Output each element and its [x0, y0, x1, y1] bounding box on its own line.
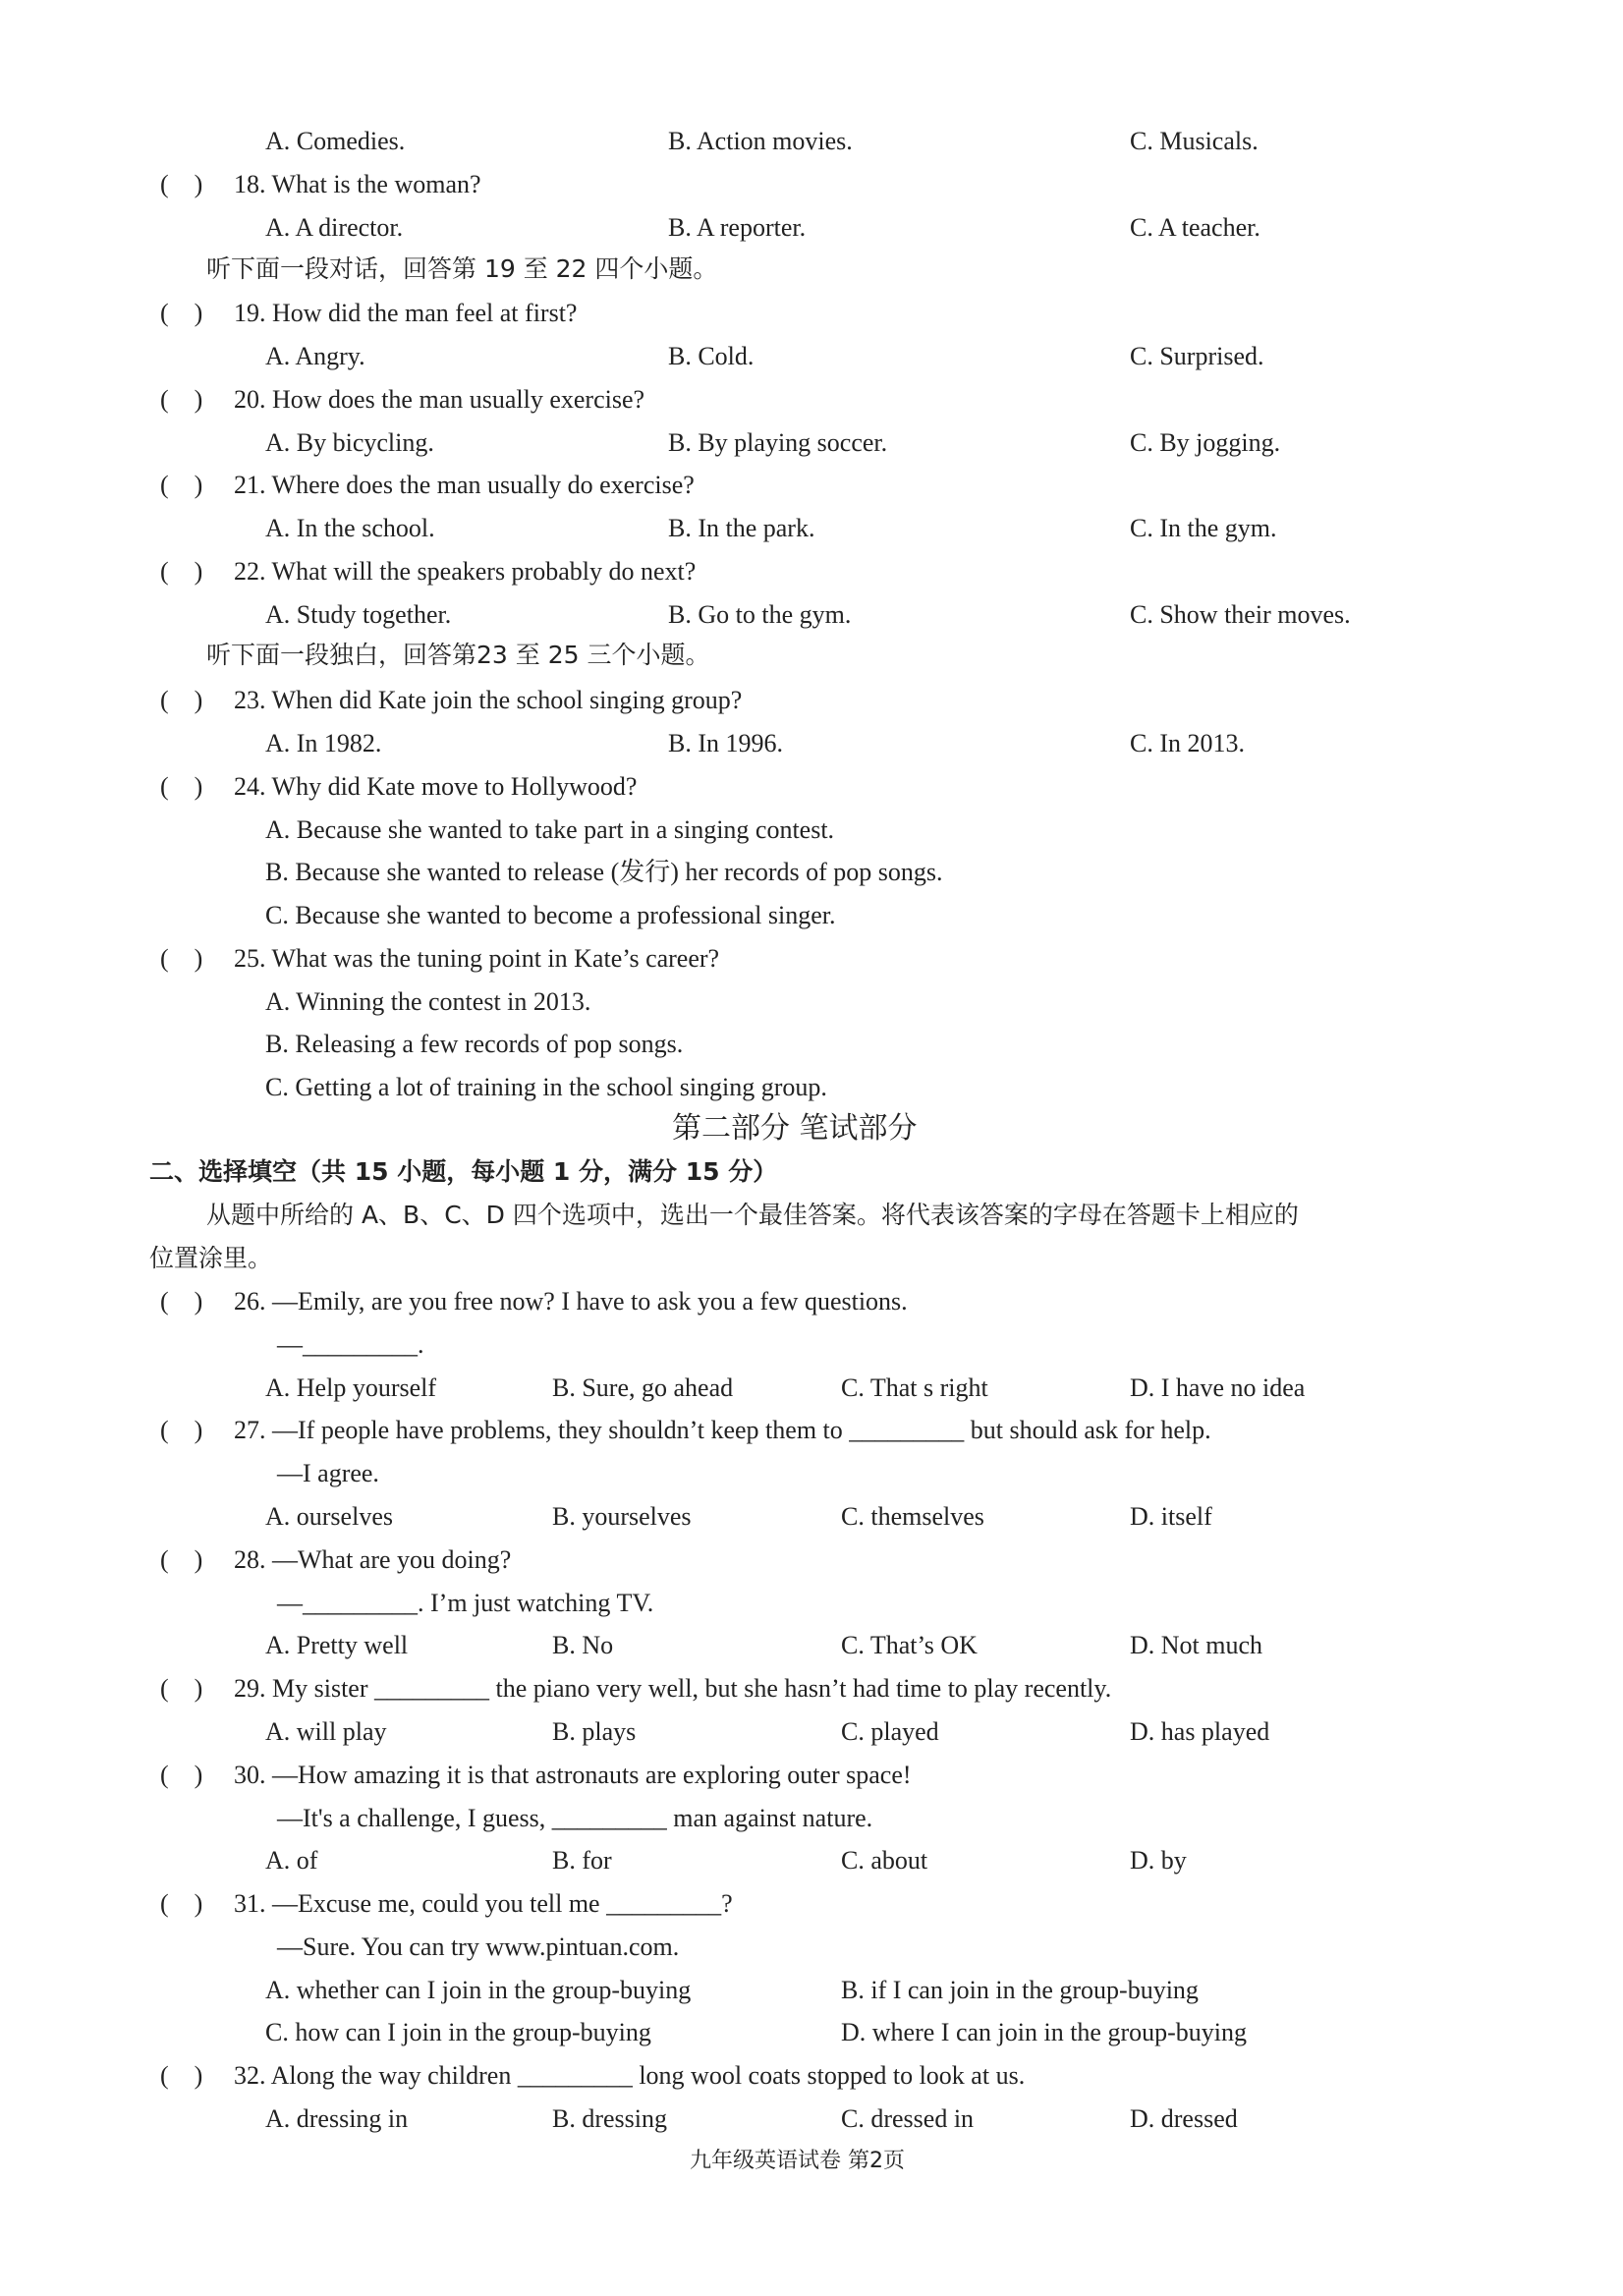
q19-answer-blank[interactable]: ( ) — [160, 299, 203, 327]
q20-option-c: C. By jogging. — [1130, 428, 1281, 457]
q27-question: 27. —If people have problems, they shouldn’t keep them to _________ but should ask for help. — [234, 1416, 1211, 1444]
q32-option-a: A. dressing in — [265, 2104, 409, 2133]
q32-option-d: D. dressed — [1130, 2104, 1238, 2133]
q23-option-b: B. In 1996. — [668, 729, 783, 757]
q24-answer-blank[interactable]: ( ) — [160, 772, 203, 801]
q18-option-a: A. A director. — [265, 213, 404, 242]
q21-option-b: B. In the park. — [668, 514, 815, 542]
q26-option-c: C. That s right — [841, 1373, 988, 1402]
q31-option-a: A. whether can I join in the group-buying — [265, 1976, 692, 2004]
q27-answer-blank[interactable]: ( ) — [160, 1416, 203, 1444]
q30-question: 30. —How amazing it is that astronauts are exploring outer space! — [234, 1761, 912, 1789]
q26-answer-blank[interactable]: ( ) — [160, 1287, 203, 1316]
q28-option-d: D. Not much — [1130, 1631, 1263, 1659]
q31-question: 31. —Excuse me, could you tell me _________? — [234, 1889, 733, 1918]
section-two-instruction-line1: 从题中所给的 A、B、C、D 四个选项中，选出一个最佳答案。将代表该答案的字母在答题卡上相应的 — [206, 1201, 1299, 1229]
q19-option-a: A. Angry. — [265, 342, 365, 370]
q26-option-b: B. Sure, go ahead — [552, 1373, 734, 1402]
q23-answer-blank[interactable]: ( ) — [160, 686, 203, 714]
q23-option-c: C. In 2013. — [1130, 729, 1245, 757]
q21-answer-blank[interactable]: ( ) — [160, 471, 203, 499]
q28-question: 28. —What are you doing? — [234, 1545, 512, 1574]
q18-option-b: B. A reporter. — [668, 213, 807, 242]
q24-question: 24. Why did Kate move to Hollywood? — [234, 772, 638, 801]
q20-answer-blank[interactable]: ( ) — [160, 385, 203, 414]
q26-option-d: D. I have no idea — [1130, 1373, 1306, 1402]
q27-option-c: C. themselves — [841, 1502, 984, 1531]
instruction-23-25: 听下面一段独白，回答第23 至 25 三个小题。 — [206, 641, 710, 669]
q29-option-d: D. has played — [1130, 1717, 1270, 1746]
q30-option-a: A. of — [265, 1846, 318, 1875]
q24-option-a: A. Because she wanted to take part in a singing contest. — [265, 815, 835, 844]
q21-option-c: C. In the gym. — [1130, 514, 1277, 542]
q29-option-b: B. plays — [552, 1717, 637, 1746]
q30-option-d: D. by — [1130, 1846, 1187, 1875]
q20-option-a: A. By bicycling. — [265, 428, 434, 457]
q30-option-c: C. about — [841, 1846, 928, 1875]
q28-option-c: C. That’s OK — [841, 1631, 978, 1659]
q28-option-a: A. Pretty well — [265, 1631, 409, 1659]
q19-option-b: B. Cold. — [668, 342, 755, 370]
q32-option-c: C. dressed in — [841, 2104, 975, 2133]
q22-option-b: B. Go to the gym. — [668, 600, 852, 629]
q19-option-c: C. Surprised. — [1130, 342, 1264, 370]
q24-option-c: C. Because she wanted to become a professional singer. — [265, 901, 836, 929]
q30-reply: —It's a challenge, I guess, _________ man against nature. — [277, 1804, 873, 1832]
q32-question: 32. Along the way children _________ long wool coats stopped to look at us. — [234, 2061, 1026, 2090]
section-two-heading: 二、选择填空（共 15 小题，每小题 1 分，满分 15 分） — [149, 1157, 778, 1186]
q27-option-b: B. yourselves — [552, 1502, 692, 1531]
q25-question: 25. What was the tuning point in Kate’s career? — [234, 944, 720, 973]
q21-question: 21. Where does the man usually do exercise? — [234, 471, 695, 499]
q29-option-a: A. will play — [265, 1717, 387, 1746]
q20-question: 20. How does the man usually exercise? — [234, 385, 645, 414]
q20-option-b: B. By playing soccer. — [668, 428, 888, 457]
q22-option-a: A. Study together. — [265, 600, 452, 629]
q19-question: 19. How did the man feel at first? — [234, 299, 578, 327]
q27-option-d: D. itself — [1130, 1502, 1212, 1531]
q29-answer-blank[interactable]: ( ) — [160, 1674, 203, 1703]
q17-option-c: C. Musicals. — [1130, 127, 1259, 155]
q18-question: 18. What is the woman? — [234, 170, 481, 198]
q32-answer-blank[interactable]: ( ) — [160, 2061, 203, 2090]
q27-option-a: A. ourselves — [265, 1502, 393, 1531]
q28-answer-blank[interactable]: ( ) — [160, 1545, 203, 1574]
q30-option-b: B. for — [552, 1846, 612, 1875]
q29-option-c: C. played — [841, 1717, 939, 1746]
q17-option-a: A. Comedies. — [265, 127, 406, 155]
q32-option-b: B. dressing — [552, 2104, 667, 2133]
section-two-instruction-line2: 位置涂里。 — [149, 1244, 273, 1272]
q30-answer-blank[interactable]: ( ) — [160, 1761, 203, 1789]
q27-reply: —I agree. — [277, 1459, 379, 1487]
q31-reply: —Sure. You can try www.pintuan.com. — [277, 1932, 680, 1961]
q26-option-a: A. Help yourself — [265, 1373, 437, 1402]
q23-option-a: A. In 1982. — [265, 729, 382, 757]
q23-question: 23. When did Kate join the school singing group? — [234, 686, 743, 714]
q25-answer-blank[interactable]: ( ) — [160, 944, 203, 973]
q17-option-b: B. Action movies. — [668, 127, 853, 155]
q26-reply: —_________. — [277, 1330, 424, 1359]
q18-option-c: C. A teacher. — [1130, 213, 1260, 242]
q22-option-c: C. Show their moves. — [1130, 600, 1351, 629]
q26-question: 26. —Emily, are you free now? I have to ask you a few questions. — [234, 1287, 908, 1316]
q31-option-b: B. if I can join in the group-buying — [841, 1976, 1199, 2004]
q31-option-c: C. how can I join in the group-buying — [265, 2018, 651, 2046]
q22-question: 22. What will the speakers probably do next? — [234, 557, 697, 586]
q25-option-b: B. Releasing a few records of pop songs. — [265, 1030, 684, 1058]
q31-option-d: D. where I can join in the group-buying — [841, 2018, 1248, 2046]
q25-option-c: C. Getting a lot of training in the school singing group. — [265, 1073, 827, 1101]
q28-option-b: B. No — [552, 1631, 614, 1659]
q18-answer-blank[interactable]: ( ) — [160, 170, 203, 198]
q28-reply: —_________. I’m just watching TV. — [277, 1589, 654, 1617]
q21-option-a: A. In the school. — [265, 514, 435, 542]
instruction-19-22: 听下面一段对话，回答第 19 至 22 四个小题。 — [206, 254, 718, 283]
q24-option-b: B. Because she wanted to release (发行) her records of pop songs. — [265, 858, 943, 886]
q31-answer-blank[interactable]: ( ) — [160, 1889, 203, 1918]
page-footer: 九年级英语试卷 第2页 — [690, 2149, 905, 2173]
q29-question: 29. My sister _________ the piano very well, but she hasn’t had time to play recently. — [234, 1674, 1112, 1703]
part-two-title: 第二部分 笔试部分 — [672, 1111, 918, 1146]
q25-option-a: A. Winning the contest in 2013. — [265, 987, 591, 1016]
q22-answer-blank[interactable]: ( ) — [160, 557, 203, 586]
